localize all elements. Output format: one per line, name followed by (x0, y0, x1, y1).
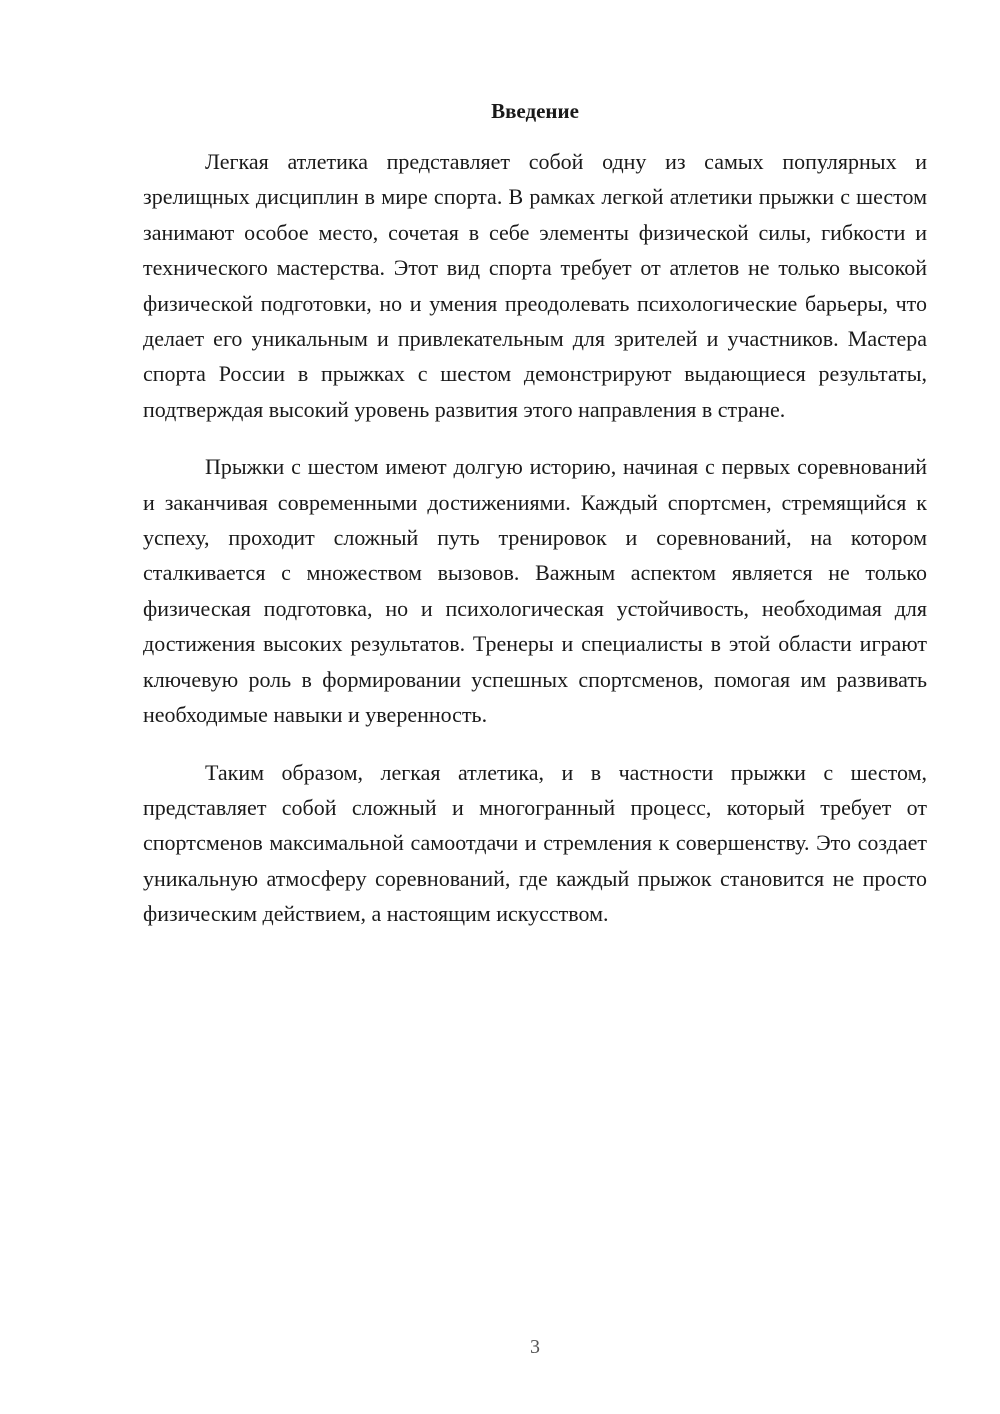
page-number: 3 (530, 1336, 540, 1358)
paragraph-2: Прыжки с шестом имеют долгую историю, начиная с первых соревнований и заканчивая современными достижениями. Каждый спортсмен, стремящийся к успеху, проходит сложный путь тренировок и соревнований, на котором сталкивается с множеством вызовов. Важным аспектом является не только физическая подготовка, но и психологическая устойчивость, необходимая для достижения высоких результатов. Тренеры и специалисты в этой области играют ключевую роль в формировании успешных спортсменов, помогая им развивать необходимые навыки и уверенность. (143, 454, 927, 728)
paragraph-1: Легкая атлетика представляет собой одну из самых популярных и зрелищных дисциплин в мире спорта. В рамках легкой атлетики прыжки с шестом занимают особое место, сочетая в себе элементы физической силы, гибкости и технического мастерства. Этот вид спорта требует от атлетов не только высокой физической подготовки, но и умения преодолевать психологические барьеры, что делает его уникальным и привлекательным для зрителей и участников. Мастера спорта России в прыжках с шестом демонстрируют выдающиеся результаты, подтверждая высокий уровень развития этого направления в стране. (143, 149, 927, 422)
body-text (143, 144, 927, 954)
paragraph-3: Таким образом, легкая атлетика, и в частности прыжки с шестом, представляет собой сложный и многогранный процесс, который требует от спортсменов максимальной самоотдачи и стремления к совершенству. Это создает уникальную атмосферу соревнований, где каждый прыжок становится не просто физическим действием, а настоящим искусством. (143, 759, 927, 927)
page-title: Введение (491, 99, 579, 123)
